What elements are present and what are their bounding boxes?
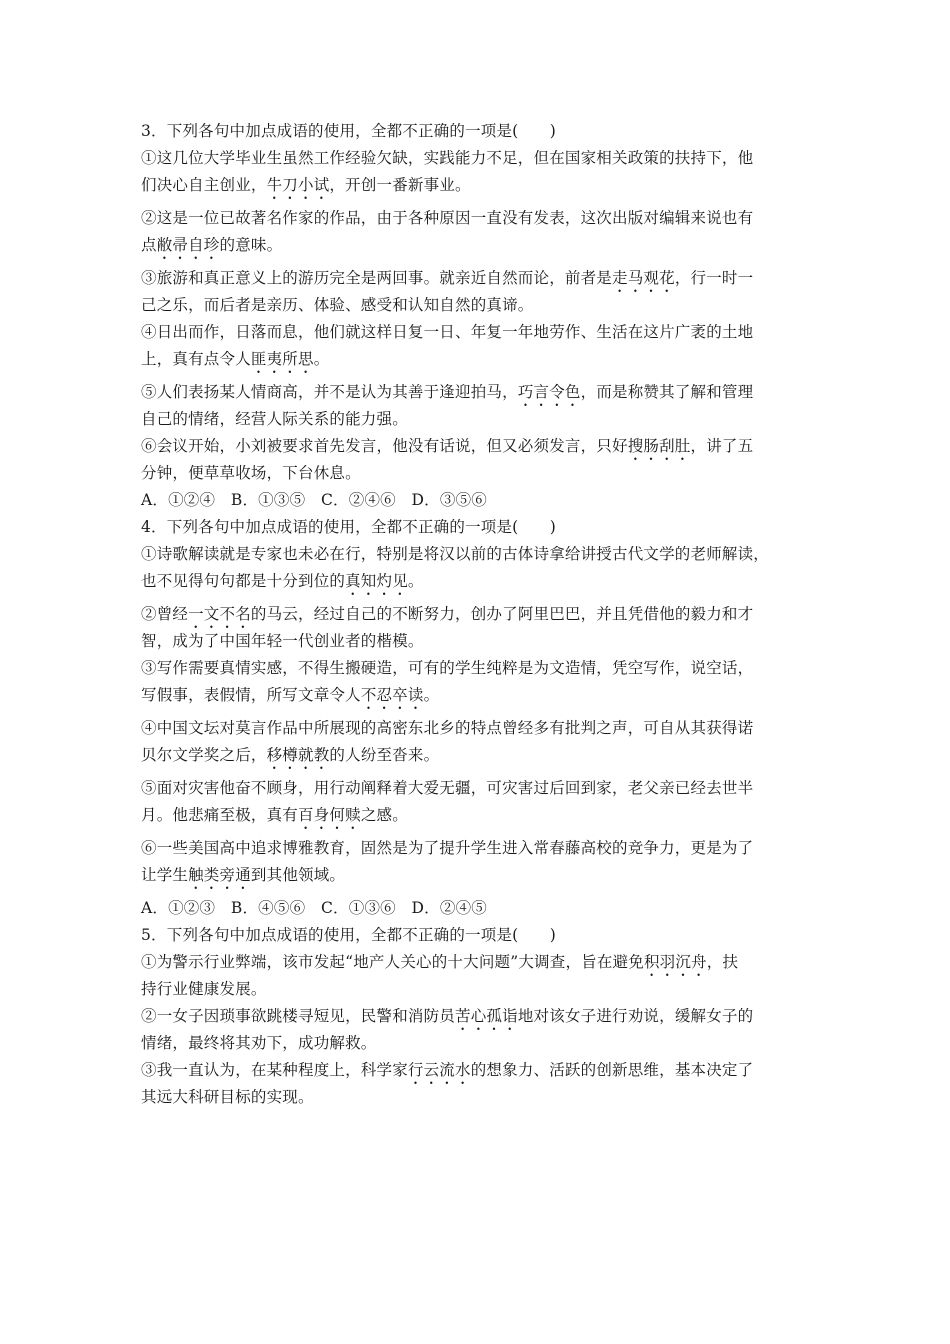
item-text: ②这是一位已故著名作家的作品，由于各种原因一直没有发表，这次出版对编辑来说也有 xyxy=(141,209,754,227)
item-text: ⑥会议开始，小刘被要求首先发言，他没有话说，但又必须发言，只好搜肠刮肚，讲了五 xyxy=(141,437,754,455)
dotted-idiom: 不忍卒读 xyxy=(360,686,424,704)
answer-options: A．①②③ B．④⑤⑥ C．①③⑥ D．②④⑤ xyxy=(141,899,487,917)
item-2 xyxy=(141,1003,831,1057)
item-3 xyxy=(141,265,831,319)
item-5 xyxy=(141,775,831,829)
question-3 xyxy=(141,118,831,514)
item-text: 贝尔文学奖之后，移樽就教的人纷至沓来。 xyxy=(141,746,440,764)
item-text: 月。他悲痛至极，真有百身何赎之感。 xyxy=(141,806,408,824)
item-1 xyxy=(141,949,831,1003)
dotted-idiom: 一文不名 xyxy=(188,605,251,623)
item-4 xyxy=(141,319,831,373)
item-text: 上，真有点令人匪夷所思。 xyxy=(141,350,330,368)
item-1 xyxy=(141,541,831,595)
item-2 xyxy=(141,205,831,259)
dotted-idiom: 搜肠刮肚 xyxy=(627,437,691,455)
item-text: 分钟，便草草收场，下台休息。 xyxy=(141,464,361,482)
item-3 xyxy=(141,655,831,709)
question-4 xyxy=(141,514,831,922)
question-stem: 5．下列各句中加点成语的使用，全都不正确的一项是( ) xyxy=(141,926,557,944)
question-stem: 4．下列各句中加点成语的使用，全都不正确的一项是( ) xyxy=(141,518,557,536)
item-text: ③写作需要真情实感，不得生搬硬造，可有的学生纯粹是为文造情，凭空写作，说空话， xyxy=(141,659,754,677)
answer-options: A．①②④ B．①③⑤ C．②④⑥ D．③⑤⑥ xyxy=(141,491,487,509)
item-text: 己之乐，而后者是亲历、体验、感受和认知自然的真谛。 xyxy=(141,296,534,314)
dotted-idiom: 真知灼见 xyxy=(345,572,408,590)
item-text: 让学生触类旁通到其他领域。 xyxy=(141,866,346,884)
item-text: ①为警示行业弊端，该市发起“地产人关心的十大问题”大调查，旨在避免积羽沉舟，扶 xyxy=(141,953,739,971)
dotted-idiom: 走马观花 xyxy=(612,269,675,287)
item-text: 情绪，最终将其劝下，成功解救。 xyxy=(141,1034,377,1052)
dotted-idiom: 百身何赎 xyxy=(298,806,361,824)
item-4 xyxy=(141,715,831,769)
item-text: 智，成为了中国年轻一代创业者的楷模。 xyxy=(141,632,424,650)
item-5 xyxy=(141,379,831,433)
item-text: ②一女子因琐事欲跳楼寻短见，民警和消防员苦心孤诣地对该女子进行劝说，缓解女子的 xyxy=(141,1007,754,1025)
item-text: ①诗歌解读就是专家也未必在行，特别是将汉以前的古体诗拿给讲授古代文学的老师解读， xyxy=(141,545,770,563)
item-text: 点敝帚自珍的意味。 xyxy=(141,236,283,254)
item-text: ④中国文坛对莫言作品中所展现的高密东北乡的特点曾经多有批判之声，可自从其获得诺 xyxy=(141,719,754,737)
item-text: ④日出而作，日落而息，他们就这样日复一日、年复一年地劳作、生活在这片广袤的土地 xyxy=(141,323,754,341)
item-2 xyxy=(141,601,831,655)
dotted-idiom: 敝帚自珍 xyxy=(156,236,220,254)
item-text: ⑤人们表扬某人情商高，并不是认为其善于逢迎拍马，巧言令色，而是称赞其了解和管理 xyxy=(141,383,754,401)
item-text: 们决心自主创业，牛刀小试，开创一番新事业。 xyxy=(141,176,471,194)
item-6 xyxy=(141,433,831,487)
dotted-idiom: 积羽沉舟 xyxy=(643,953,707,971)
item-text: 也不见得句句都是十分到位的真知灼见。 xyxy=(141,572,424,590)
page-content xyxy=(141,118,831,1111)
dotted-idiom: 牛刀小试 xyxy=(266,176,330,194)
dotted-idiom: 行云流水 xyxy=(407,1061,471,1079)
item-text: 持行业健康发展。 xyxy=(141,980,267,998)
dotted-idiom: 苦心孤诣 xyxy=(455,1007,518,1025)
question-stem: 3．下列各句中加点成语的使用，全都不正确的一项是( ) xyxy=(141,122,557,140)
question-5 xyxy=(141,922,831,1111)
dotted-idiom: 移樽就教 xyxy=(266,746,330,764)
item-text: ②曾经一文不名的马云，经过自己的不断努力，创办了阿里巴巴，并且凭借他的毅力和才 xyxy=(141,605,754,623)
dotted-idiom: 巧言令色 xyxy=(517,383,581,401)
item-6 xyxy=(141,835,831,889)
item-text: 写假事，表假情，所写文章令人不忍卒读。 xyxy=(141,686,440,704)
item-text: ⑥一些美国高中追求博雅教育，固然是为了提升学生进入常春藤高校的竞争力，更是为了 xyxy=(141,839,754,857)
item-text: 其远大科研目标的实现。 xyxy=(141,1088,314,1106)
item-text: ③旅游和真正意义上的游历完全是两回事。就亲近自然而论，前者是走马观花，行一时一 xyxy=(141,269,754,287)
dotted-idiom: 匪夷所思 xyxy=(250,350,314,368)
item-text: ⑤面对灾害他奋不顾身，用行动阐释着大爱无疆，可灾害过后回到家，老父亲已经去世半 xyxy=(141,779,754,797)
item-text: 自己的情绪，经营人际关系的能力强。 xyxy=(141,410,408,428)
item-text: ①这几位大学毕业生虽然工作经验欠缺，实践能力不足，但在国家相关政策的扶持下，他 xyxy=(141,149,754,167)
dotted-idiom: 触类旁通 xyxy=(188,866,251,884)
item-3 xyxy=(141,1057,831,1111)
item-text: ③我一直认为，在某种程度上，科学家行云流水的想象力、活跃的创新思维，基本决定了 xyxy=(141,1061,754,1079)
item-1 xyxy=(141,145,831,199)
